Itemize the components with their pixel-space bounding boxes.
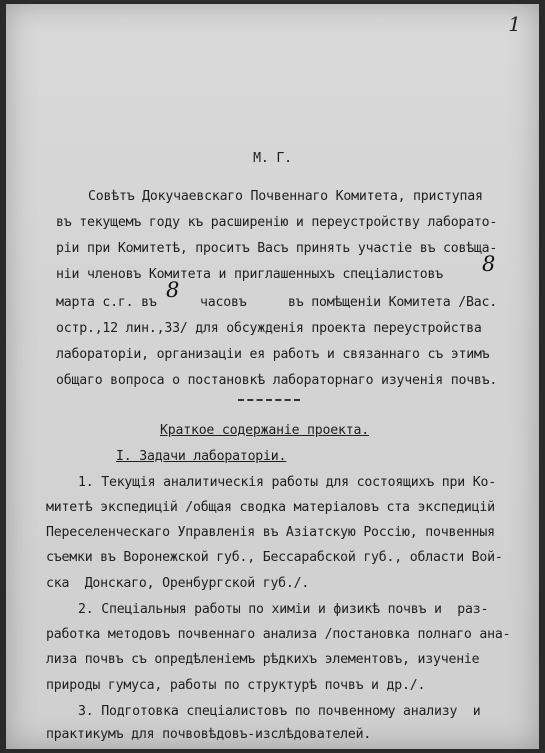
letter-line-2: въ текущемъ году къ расширенію и переустройству лаборато- <box>56 215 498 230</box>
handwritten-day: 8 <box>482 252 496 276</box>
letter-line-7: лабораторіи, организаціи ея работъ и связаннаго съ этимъ <box>56 347 490 362</box>
letter-line-8: общаго вопроса о постановкѣ лабораторнаго изученія почвъ. <box>56 373 498 388</box>
letter-line-5a: марта с.г. въ <box>56 295 157 310</box>
item-1-line-1: 1. Текущія аналитическія работы для состоящихъ при Ко- <box>78 475 496 490</box>
item-3-line-1: 3. Подготовка спеціалистовъ по почвенному анализу и <box>78 704 481 719</box>
page-number: 1 <box>508 12 521 36</box>
letter-line-3: ріи при Комитетѣ, проситъ Васъ принять участіе въ совѣща- <box>56 241 498 256</box>
separator <box>238 399 300 401</box>
item-2-line-3: лиза почвъ съ опредѣленіемъ рѣдкихъ элементовъ, изученіе <box>46 652 480 667</box>
document-page <box>6 4 539 749</box>
item-2-line-2: работка методовъ почвеннаго анализа /постановка полнаго ана- <box>46 627 511 642</box>
item-1-line-5: ска Донскаго, Оренбургской губ./. <box>46 576 310 591</box>
item-1-line-3: Переселенческаго Управленія въ Азіатскую Россію, почвенныя <box>46 525 495 540</box>
item-1-line-4: съемки въ Воронежской губ., Бессарабской губ., области Вой- <box>46 550 503 565</box>
letter-line-5c: въ помѣщеніи Комитета /Вас. <box>288 295 497 310</box>
item-3-line-2: практикумъ для почвовѣдовъ-изслѣдователей. <box>46 727 372 742</box>
letter-line-6: остр.,12 лин.,33/ для обсужденія проекта переустройства <box>56 321 482 336</box>
letter-line-5b: часовъ <box>200 295 247 310</box>
item-2-line-4: природы гумуса, работы по структурѣ почвъ и др./. <box>46 678 426 693</box>
section-1-heading: I. Задачи лабораторіи. <box>116 449 287 464</box>
letter-line-1: Совѣтъ Докучаевскаго Почвеннаго Комитета, приступая <box>88 189 483 204</box>
letter-line-4: ніи членовъ Комитета и приглашенныхъ спеціалистовъ <box>56 267 443 282</box>
handwritten-hour: 8 <box>166 278 180 302</box>
item-1-line-2: митетѣ экспедицій /общая сводка матеріаловъ ста экспедицій <box>46 500 495 515</box>
project-heading: Краткое содержаніе проекта. <box>160 423 369 438</box>
salutation: М. Г. <box>253 151 292 166</box>
item-2-line-1: 2. Спеціальныя работы по химіи и физикѣ почвъ и раз- <box>78 602 489 617</box>
